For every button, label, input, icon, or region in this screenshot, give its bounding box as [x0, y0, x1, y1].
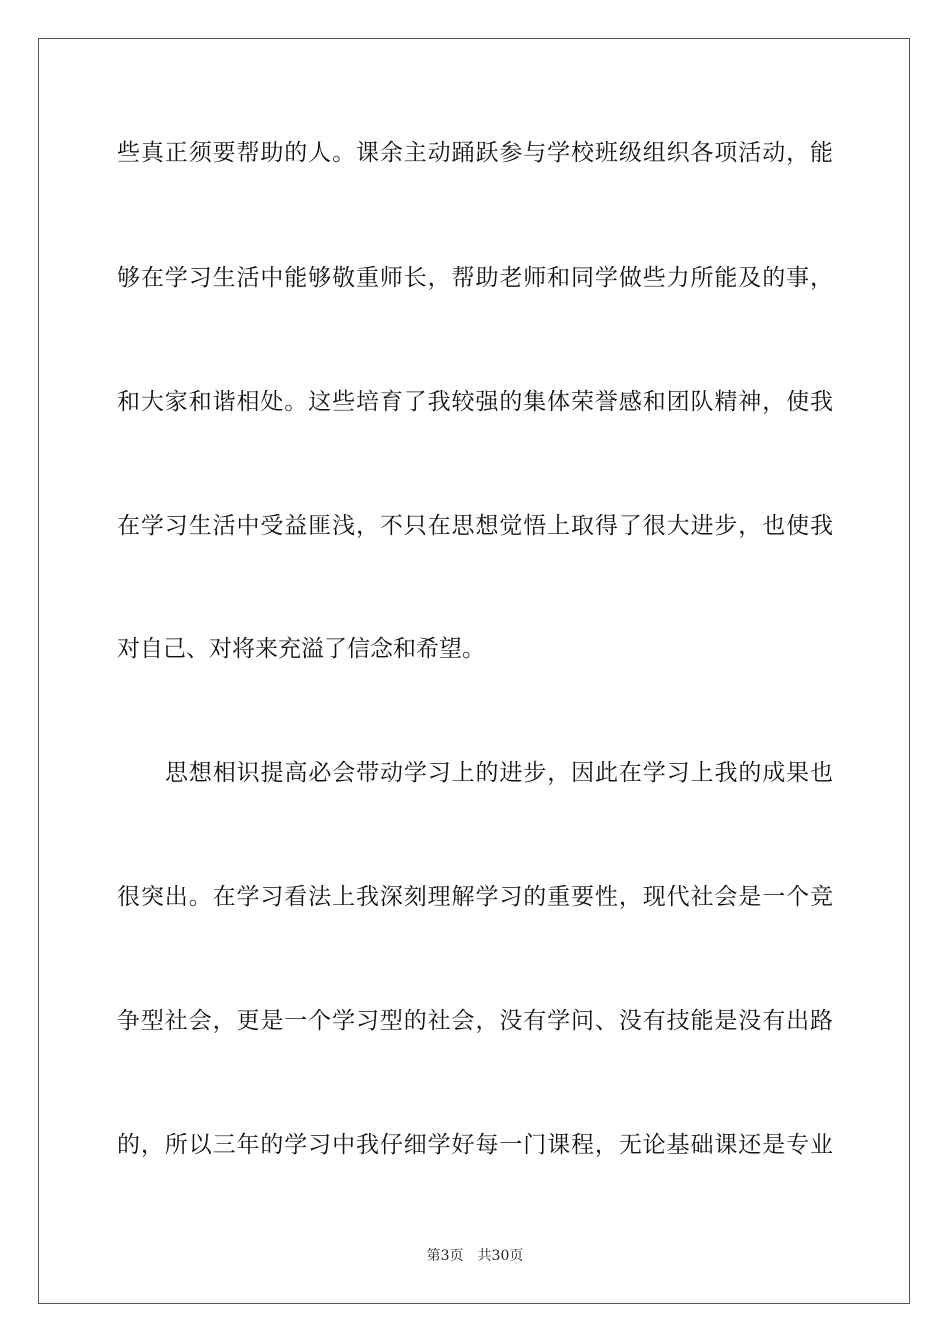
page-footer — [0, 1246, 950, 1266]
paragraph-first-line: 思想相识提高必会带动学习上的进步，因此在学习上我的成果也 — [165, 760, 833, 786]
text-line: 的，所以三年的学习中我仔细学好每一门课程，无论基础课还是专业 — [117, 1132, 833, 1158]
page-border — [38, 38, 910, 1304]
text-line: 够在学习生活中能够敬重师长，帮助老师和同学做些力所能及的事， — [117, 265, 833, 291]
text-line: 对自己、对将来充溢了信念和希望。 — [117, 636, 485, 662]
text-line: 争型社会，更是一个学习型的社会，没有学问、没有技能是没有出路 — [117, 1008, 833, 1034]
text-line: 和大家和谐相处。这些培育了我较强的集体荣誉感和团队精神，使我 — [117, 389, 833, 415]
text-line: 在学习生活中受益匪浅，不只在思想觉悟上取得了很大进步，也使我 — [117, 513, 833, 539]
text-line: 些真正须要帮助的人。课余主动踊跃参与学校班级组织各项活动，能 — [117, 140, 833, 166]
text-line: 很突出。在学习看法上我深刻理解学习的重要性，现代社会是一个竞 — [117, 884, 833, 910]
page-total: 共30页 — [477, 1248, 524, 1264]
page-number: 第3页 — [426, 1248, 464, 1264]
